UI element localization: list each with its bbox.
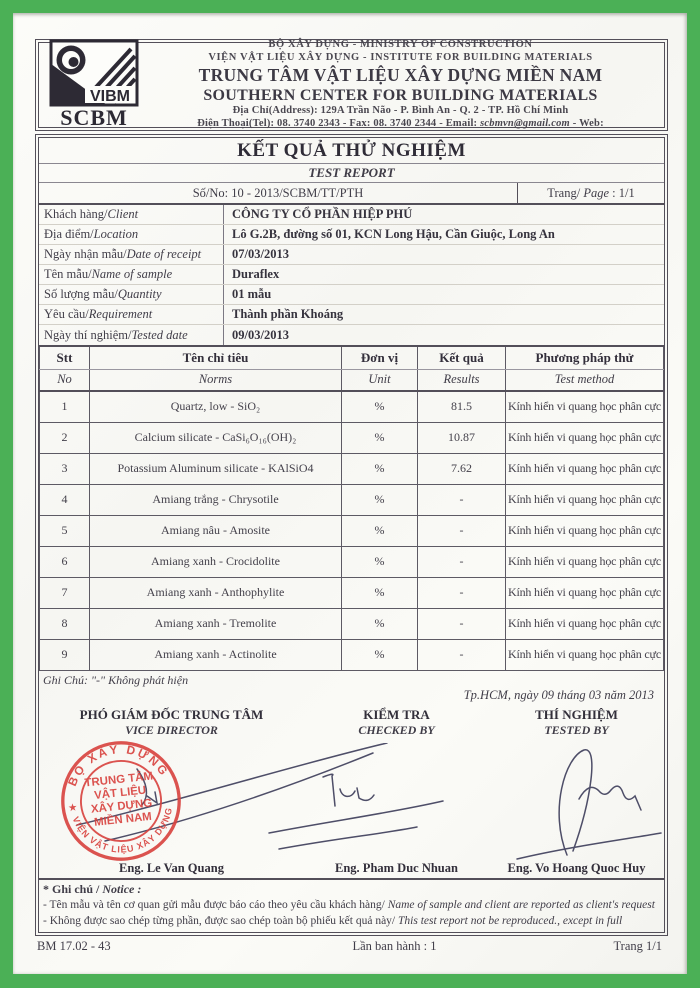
info-value: Thành phần Khoáng [223, 305, 664, 324]
signer-names [39, 861, 664, 878]
cell-method: Kính hiển vi quang học phân cực [506, 422, 664, 453]
title-en: VICE DIRECTOR [125, 722, 218, 737]
notice-line-2 [43, 913, 660, 929]
table-row [40, 422, 664, 453]
report-number-row [39, 183, 664, 205]
table-row [40, 546, 664, 577]
form-footer [35, 936, 668, 954]
label-en: Client [107, 207, 139, 221]
info-row-requirement [39, 305, 664, 325]
report-body [35, 134, 668, 936]
label-en: Name of sample [91, 267, 173, 281]
notice-line-1 [43, 897, 660, 913]
label-vi: Ngày thí nghiệm/ [44, 327, 132, 342]
label-vi: Ngày nhận mẫu/ [44, 247, 127, 261]
cell-no: 8 [40, 608, 90, 639]
info-label [39, 325, 223, 345]
form-code: BM 17.02 - 43 [37, 939, 111, 954]
col-header-no: No [40, 369, 90, 391]
info-value: Duraflex [223, 265, 664, 284]
col-header-method: Phương pháp thử [506, 346, 664, 369]
cell-result: - [418, 515, 506, 546]
checked-by-title [304, 707, 489, 743]
table-header-vi [40, 346, 664, 369]
cell-result: 81.5 [418, 391, 506, 422]
stamp-ring-bottom-text: VIỆN VẬT LIỆU XÂY DỰNG [70, 805, 175, 855]
cell-name: Amiang xanh - Crocidolite [90, 546, 342, 577]
vice-director-name: Eng. Le Van Quang [119, 860, 224, 875]
cell-result: 10.87 [418, 422, 506, 453]
cell-method: Kính hiển vi quang học phân cực [506, 577, 664, 608]
email-text: scbmvn@gmail.com [480, 118, 570, 130]
stamp-center-line: MIỀN NAM [93, 810, 153, 829]
title-en: CHECKED BY [358, 722, 435, 737]
notice-line-vi: - Tên mẫu và tên cơ quan gửi mẫu được báo cáo theo yêu cầu khách hàng/ [43, 899, 385, 912]
cell-unit: % [342, 453, 418, 484]
cell-name: Potassium Aluminum silicate - KAlSiO4 [90, 453, 342, 484]
sample-info [39, 205, 664, 345]
cell-no: 7 [40, 577, 90, 608]
cell-method: Kính hiển vi quang học phân cực [506, 484, 664, 515]
label-en: Requirement [88, 307, 153, 321]
info-label [39, 225, 223, 244]
cell-no: 6 [40, 546, 90, 577]
tel-fax: Điện Thoại(Tel): 08. 3740 2343 - Fax: 08. 3740 2344 - Email: [197, 118, 481, 130]
issue-number: Lần ban hành : 1 [352, 939, 437, 954]
date-place-line: Tp.HCM, ngày 09 tháng 03 năm 2013 [463, 687, 654, 702]
info-label [39, 265, 223, 284]
table-header-en [40, 369, 664, 391]
notice-line-vi: - Không được sao chép từng phần, được sao chép toàn bộ phiếu kết quả này/ [43, 915, 396, 928]
info-label [39, 305, 223, 324]
table-row [40, 484, 664, 515]
cell-unit: % [342, 484, 418, 515]
tested-by-name: Eng. Vo Hoang Quoc Huy [507, 860, 646, 875]
cell-no: 2 [40, 422, 90, 453]
stamp-star-icon: ★ [67, 801, 79, 814]
info-row-client [39, 205, 664, 225]
cell-result: - [418, 484, 506, 515]
cell-name: Amiang trắng - Chrysotile [90, 484, 342, 515]
label-en: Tested date [131, 327, 188, 342]
cell-method: Kính hiển vi quang học phân cực [506, 515, 664, 546]
title-vi: PHÓ GIÁM ĐỐC TRUNG TÂM [79, 706, 264, 722]
cell-no: 3 [40, 453, 90, 484]
label-en: Quantity [117, 287, 162, 301]
info-row-location [39, 225, 664, 245]
cell-result: - [418, 546, 506, 577]
tested-by-title [489, 707, 664, 743]
cell-result: - [418, 639, 506, 670]
cell-name: Amiang xanh - Anthophylite [90, 577, 342, 608]
cell-no: 9 [40, 639, 90, 670]
label-en: Location [93, 227, 139, 241]
label-vi: Địa điểm/ [44, 227, 94, 241]
info-value: CÔNG TY CỔ PHẦN HIỆP PHÚ [223, 205, 664, 224]
center-name-en: SOUTHERN CENTER FOR BUILDING MATERIALS [203, 86, 598, 104]
stamp-center-line: TRUNG TÂM [84, 769, 154, 790]
report-title-vi: KẾT QUẢ THỬ NGHIỆM [39, 138, 664, 164]
col-header-norms-en: Norms [90, 369, 342, 391]
label-vi: Yêu cầu/ [44, 307, 89, 321]
cell-result: - [418, 608, 506, 639]
cell-method: Kính hiển vi quang học phân cực [506, 639, 664, 670]
info-row-tested-date [39, 325, 664, 345]
cell-result: 7.62 [418, 453, 506, 484]
page-label-vi: Trang/ [547, 186, 584, 200]
document-content [35, 39, 668, 954]
cell-unit: % [342, 422, 418, 453]
notice-line-en: This test report not be reproduced., except in full [395, 915, 623, 928]
col-header-unit: Đơn vị [342, 346, 418, 369]
info-value: 07/03/2013 [223, 245, 664, 264]
notice-line-en: Name of sample and client are reported as client's request [384, 899, 655, 912]
cell-unit: % [342, 608, 418, 639]
col-header-norms: Tên chỉ tiêu [90, 346, 342, 369]
notice-heading-en: Notice : [102, 881, 142, 896]
cell-method: Kính hiển vi quang học phân cực [506, 391, 664, 422]
signature-area [39, 743, 664, 861]
signature-checked-by [323, 774, 374, 806]
cell-no: 4 [40, 484, 90, 515]
table-row [40, 639, 664, 670]
stamp-ring-top-text: BỘ XÂY DỰNG [65, 741, 172, 788]
vibm-logo-icon [49, 39, 141, 131]
web-label: - Web: [569, 118, 604, 130]
cell-method: Kính hiển vi quang học phân cực [506, 608, 664, 639]
official-red-stamp [53, 732, 189, 868]
institute-line: VIỆN VẬT LIỆU XÂY DỰNG - INSTITUTE FOR BUILDING MATERIALS [208, 51, 593, 63]
table-row [40, 515, 664, 546]
info-row-date-receipt [39, 245, 664, 265]
info-label [39, 245, 223, 264]
table-row [40, 577, 664, 608]
center-name-vi: TRUNG TÂM VẬT LIỆU XÂY DỰNG MIỀN NAM [198, 64, 603, 85]
cell-unit: % [342, 639, 418, 670]
stamp-center-line: XÂY DỰNG [90, 796, 153, 816]
info-row-sample-name [39, 265, 664, 285]
cell-unit: % [342, 546, 418, 577]
info-label [39, 205, 223, 224]
letterhead [35, 39, 668, 131]
col-header-result: Kết quả [418, 346, 506, 369]
page-value: : 1/1 [609, 186, 635, 200]
cell-unit: % [342, 515, 418, 546]
notice-section [39, 878, 664, 933]
cell-name: Amiang xanh - Tremolite [90, 608, 342, 639]
col-header-stt: Stt [40, 346, 90, 369]
cell-name: Amiang nâu - Amosite [90, 515, 342, 546]
info-label [39, 285, 223, 304]
notice-heading [43, 881, 660, 898]
info-value: Lô G.2B, đường số 01, KCN Long Hậu, Cần Giuộc, Long An [223, 225, 664, 244]
cell-name: Quartz, low - SiO₂ [90, 391, 342, 422]
table-row [40, 391, 664, 422]
logo-vibm-text: VIBM [90, 88, 130, 105]
title-vi: KIỂM TRA [363, 706, 430, 722]
document-page [13, 13, 687, 974]
report-number: Số/No: 10 - 2013/SCBM/TT/PTH [192, 186, 364, 200]
table-row [40, 453, 664, 484]
notice-heading-vi: * Ghi chú / [43, 881, 103, 896]
info-value: 01 mẫu [223, 285, 664, 304]
col-header-unit-en: Unit [342, 369, 418, 391]
cell-method: Kính hiển vi quang học phân cực [506, 453, 664, 484]
col-header-method-en: Test method [506, 369, 664, 391]
info-row-quantity [39, 285, 664, 305]
cell-no: 5 [40, 515, 90, 546]
vibm-scbm-logo [43, 39, 147, 131]
cell-unit: % [342, 391, 418, 422]
page-label-en: Page [583, 186, 609, 200]
ministry-line: BỘ XÂY DỰNG - MINISTRY OF CONSTRUCTION [268, 38, 533, 50]
title-vi: THÍ NGHIỆM [535, 706, 618, 722]
address-line: Địa Chỉ(Address): 129A Trần Não - P. Bình An - Q. 2 - TP. Hồ Chí Minh [232, 105, 569, 117]
col-header-results-en: Results [418, 369, 506, 391]
cell-result: - [418, 577, 506, 608]
footer-page: Trang 1/1 [613, 939, 662, 954]
cell-name: Amiang xanh - Actinolite [90, 639, 342, 670]
cell-no: 1 [40, 391, 90, 422]
contact-line [147, 118, 654, 131]
label-en: Date of receipt [126, 247, 202, 261]
report-title-en: TEST REPORT [39, 164, 664, 183]
label-vi: Khách hàng/ [44, 207, 108, 221]
cell-name: Calcium silicate - CaSi₆O₁₆(OH)₂ [90, 422, 342, 453]
label-vi: Tên mẫu/ [44, 267, 92, 281]
checked-by-name: Eng. Pham Duc Nhuan [335, 860, 458, 875]
info-value: 09/03/2013 [223, 325, 664, 345]
logo-scbm-text: SCBM [60, 105, 128, 130]
table-row [40, 608, 664, 639]
letterhead-text [147, 39, 660, 131]
results-table [39, 345, 664, 671]
title-en: TESTED BY [544, 722, 609, 737]
cell-method: Kính hiển vi quang học phân cực [506, 546, 664, 577]
signature-tested-by [559, 749, 592, 854]
label-vi: Số lượng mẫu/ [44, 287, 118, 301]
detection-note: Ghi Chú: "-" Không phát hiện [43, 672, 189, 687]
page-indicator [517, 183, 664, 203]
cell-unit: % [342, 577, 418, 608]
stamp-center-line: VẬT LIỆU [93, 784, 147, 802]
